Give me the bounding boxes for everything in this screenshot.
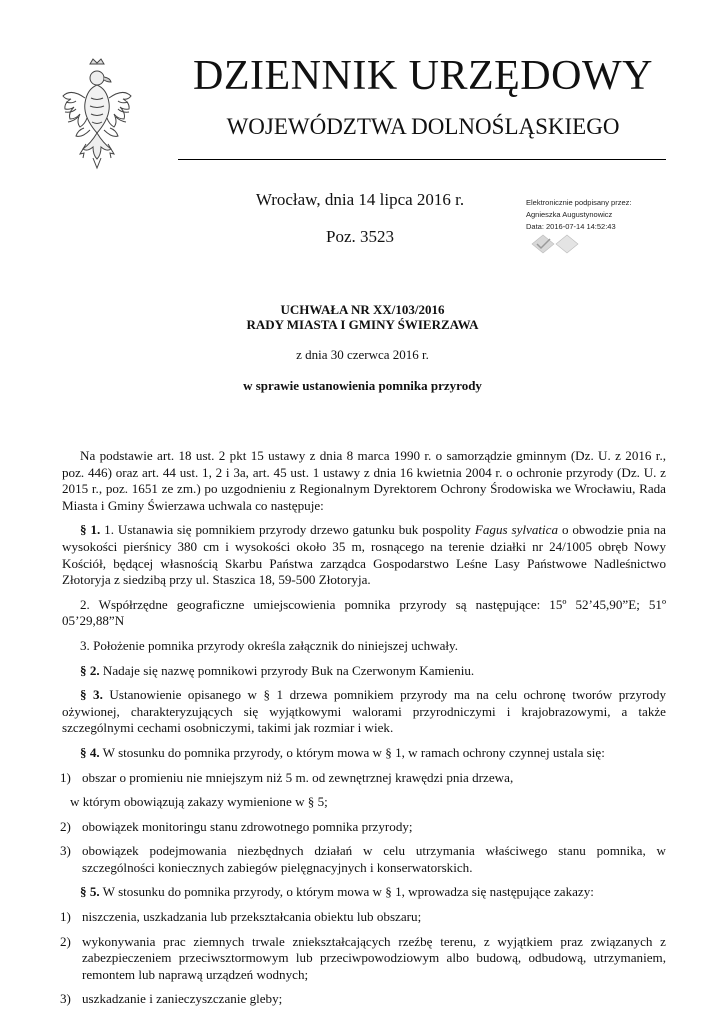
list-text: obowiązek podejmowania niezbędnych działań w celu utrzymania właściwego stanu pomnika, w szczególności koniecznych zabiegów pielęgnacyjnych i konserwatorskich. bbox=[82, 843, 666, 875]
gazette-title: DZIENNIK URZĘDOWY bbox=[193, 53, 653, 99]
council-name: RADY MIASTA I GMINY ŚWIERZAWA bbox=[246, 317, 479, 332]
preamble: Na podstawie art. 18 ust. 2 pkt 15 ustawy z dnia 8 marca 1990 r. o samorządzie gminnym (Dz. U. z 2016 r., poz. 446) oraz art. 44 ust. 1, 2 i 3a, art. 45 ust. 1 ustawy z dnia 16 kwietnia 2004 r. o ochronie przyrody (Dz. U. z 2015 r., poz. 1651 ze zm.) po uzgodnieniu z Regionalnym Dyrektorem Ochrony Środowiska we Wrocławiu, Rada Miasta i Gminy Świerzawa uchwala co następuje: bbox=[62, 448, 666, 513]
section-4-text: W stosunku do pomnika przyrody, o którym mowa w § 1, w ramach ochrony czynnej ustala się: bbox=[99, 744, 605, 760]
section-5-label: § 5. bbox=[80, 884, 100, 900]
signature-signer: Agnieszka Augustynowicz bbox=[526, 210, 613, 219]
list-item bbox=[62, 819, 666, 836]
place-date: Wrocław, dnia 14 lipca 2016 r. bbox=[255, 190, 465, 209]
signature-label: Elektronicznie podpisany przez: bbox=[526, 198, 632, 207]
position-number: Poz. 3523 bbox=[326, 227, 394, 246]
section-4 bbox=[62, 745, 666, 762]
list-text: niszczenia, uszkadzania lub przekształcania obiektu lub obszaru; bbox=[82, 909, 422, 925]
signature-date: Data: 2016-07-14 14:52:43 bbox=[526, 222, 616, 231]
resolution-subject: w sprawie ustanowienia pomnika przyrody bbox=[243, 378, 482, 393]
section-3-label: § 3. bbox=[80, 687, 103, 703]
list-text: wykonywania prac ziemnych trwale zniekształcających rzeźbę terenu, z wyjątkiem praz związanych z zabezpieczeniem przeciwsztormowym lub przeciwpowodziowym albo budową, odbudową, utrzymaniem, remontem lub naprawą urządzeń wodnych; bbox=[82, 933, 666, 982]
list-number: 1) bbox=[60, 769, 71, 785]
section-4-label: § 4. bbox=[80, 744, 100, 760]
list-item bbox=[62, 909, 666, 926]
list-number: 2) bbox=[60, 818, 71, 834]
list-text: uszkadzanie i zanieczyszczanie gleby; bbox=[82, 991, 283, 1007]
section-3 bbox=[62, 687, 666, 737]
polish-eagle-emblem-icon bbox=[60, 58, 134, 170]
section-2-text: Nadaje się nazwę pomnikowi przyrody Buk na Czerwonym Kamieniu. bbox=[99, 662, 475, 678]
section-5 bbox=[62, 884, 666, 901]
list-number: 2) bbox=[60, 933, 71, 949]
section-1-label: § 1. bbox=[80, 522, 101, 538]
list-item bbox=[62, 843, 666, 876]
section-3-text: Ustanowienie opisanego w § 1 drzewa pomnikiem przyrody ma na celu ochronę tworów przyrody ożywionej, charakteryzujących się wyjątkowymi walorami przyrodniczymi i krajobrazowymi, a także szczególnymi cechami osobniczymi, takimi jak rozmiar i wiek. bbox=[62, 687, 667, 736]
species-name: Fagus sylvatica bbox=[474, 522, 559, 538]
gazette-subtitle: WOJEWÓDZTWA DOLNOŚLĄSKIEGO bbox=[226, 114, 620, 139]
list-text: obowiązek monitoringu stanu zdrowotnego pomnika przyrody; bbox=[82, 818, 413, 834]
header-divider bbox=[178, 159, 666, 160]
resolution-body bbox=[62, 448, 666, 1016]
section-1-text-b: o obwodzie pnia na wysokości pierśnicy 380 cm i wysokości około 35 m, rosnącego na terenie działki nr 24/1005 obręb Nowy Kościół, będącej własnością Skarbu Państwa zarządca Gospodarstwo Leśne Lasy Państwowe Nadleśnictwo Złotoryja z siedzibą przy ul. Staszica 18, 59-500 Złotoryja. bbox=[62, 522, 666, 588]
list-number: 3) bbox=[60, 843, 71, 859]
section-1-point-3: 3. Położenie pomnika przyrody określa załącznik do niniejszej uchwały. bbox=[80, 637, 459, 653]
section-1-point-2: 2. Współrzędne geograficzne umiejscowienia pomnika przyrody są następujące: 15º 52’45,90”E; 51º 05’29,88”N bbox=[62, 596, 666, 629]
section-5-text: W stosunku do pomnika przyrody, o którym mowa w § 1, wprowadza się następujące zakazy: bbox=[99, 884, 594, 900]
list-item-continuation: w którym obowiązują zakazy wymienione w § 5; bbox=[70, 794, 328, 810]
signature-check-icon bbox=[528, 233, 598, 255]
list-item bbox=[62, 991, 666, 1008]
resolution-number: UCHWAŁA NR XX/103/2016 bbox=[280, 302, 445, 317]
section-1 bbox=[62, 522, 666, 588]
list-item bbox=[62, 770, 666, 787]
list-item bbox=[62, 934, 666, 984]
section-2 bbox=[62, 663, 666, 680]
list-number: 1) bbox=[60, 909, 71, 925]
electronic-signature bbox=[526, 197, 656, 233]
section-1-text-a: 1. Ustanawia się pomnikiem przyrody drzewo gatunku buk pospolity bbox=[100, 522, 475, 538]
list-number: 3) bbox=[60, 991, 71, 1007]
section-2-label: § 2. bbox=[80, 662, 100, 678]
resolution-date: z dnia 30 czerwca 2016 r. bbox=[296, 347, 429, 362]
list-text: obszar o promieniu nie mniejszym niż 5 m. od zewnętrznej krawędzi pnia drzewa, bbox=[82, 769, 514, 785]
